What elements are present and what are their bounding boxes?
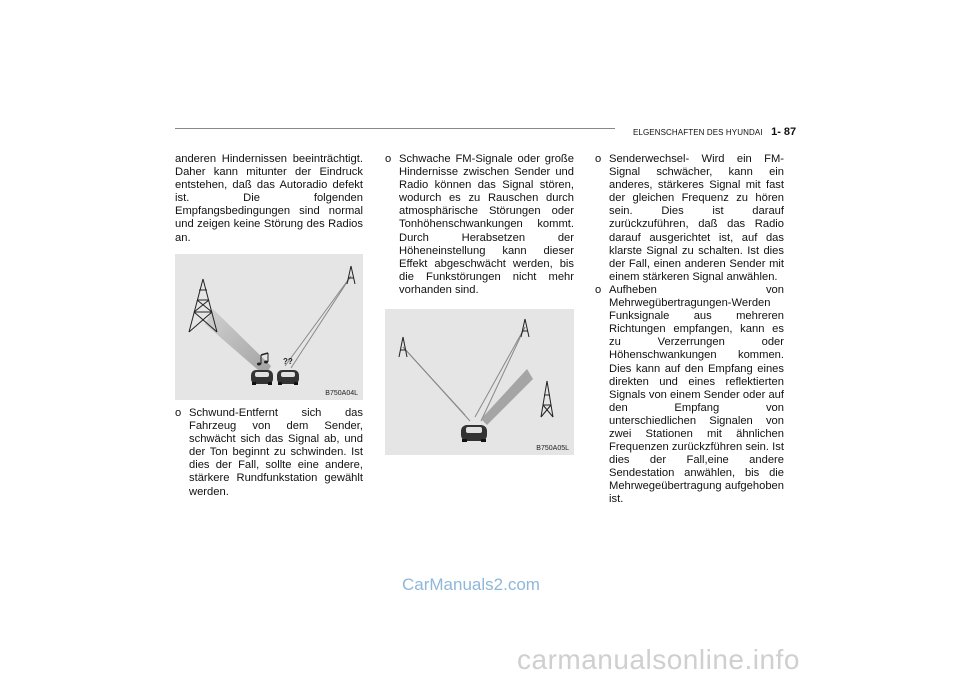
- list-item-text: Aufheben von Mehrwegübertragungen-Werden Funksignale aus mehreren Richtungen empfangen, kann es zu Verzerrungen oder Höhenschwankungen kommen. Dies kann auf den Empfang eines direkten und eines reflektierten Signals von einem Sender oder auf den Empfang von unterschiedlichen Signalen von zwei Stationen mit ähnlichen Frequenzen zurückzführen sein. Ist dies der Fall,eine andere Sendestation anwählen, bis die Mehrwegeübertragung aufgehoben ist.: [609, 283, 784, 506]
- figure-code: B750A05L: [536, 445, 569, 452]
- left-column: [175, 153, 363, 245]
- bullet-marker: o: [385, 153, 392, 165]
- site-watermark: CarManuals2.com: [402, 575, 540, 594]
- list-item: [175, 407, 363, 499]
- middle-column: [385, 153, 574, 297]
- fading-illustration: [175, 254, 363, 400]
- figure-weak-signal: [385, 309, 574, 455]
- right-column: [595, 153, 784, 507]
- list-item-text: Schwache FM-Signale oder große Hindernisse zwischen Sender und Radio können das Signal stören, wodurch es zu Rauschen durch atmosphärische Störungen oder Tonhöhenschwankungen kommt. Durch Herabsetzen der Höheneinstellung kann dieser Effekt abgeschwächt werden, bis die Funkstörungen nicht mehr vorhanden sind.: [399, 153, 574, 296]
- figure-fading: [175, 254, 363, 400]
- car-icon: [277, 370, 299, 385]
- page-header: [633, 122, 796, 140]
- footer-watermark: carmanualsonline.info: [517, 644, 800, 675]
- figure-code: B750A04L: [325, 390, 358, 397]
- car-icon: [251, 370, 273, 385]
- car-icon: [461, 425, 487, 442]
- bullet-marker: o: [595, 153, 602, 165]
- page-number: 1- 87: [771, 126, 797, 138]
- intro-paragraph: anderen Hindernissen beeinträchtigt. Daher kann mitunter der Eindruck entstehen, daß das Autoradio defekt ist. Die folgenden Empfangsbedingungen sind normal und zeigen keine Störung des Radios an.: [175, 153, 363, 244]
- section-title: ELGENSCHAFTEN DES HYUNDAI: [633, 128, 763, 137]
- bullet-marker: o: [175, 407, 182, 419]
- left-bullet-list: [175, 407, 363, 499]
- bullet-marker: o: [595, 283, 602, 296]
- list-item: [385, 153, 574, 297]
- list-item-text: Senderwechsel- Wird ein FM-Signal schwächer, kann ein anderes, stärkeres Signal mit fast der gleichen Frequenz zu hören sein. Dies ist darauf zurückzuführen, daß das Radio darauf ausgerichtet ist, auf das klarste Signal zu schalten. Ist dies der Fall, einen anderen Sender mit einem stärkeren Signal anwählen.: [609, 153, 784, 283]
- question-marks: ??: [283, 357, 293, 366]
- weak-signal-illustration: [385, 309, 574, 455]
- list-item-text: Schwund-Entfernt sich das Fahrzeug von dem Sender, schwächt sich das Signal ab, und der Ton beginnt zu schwinden. Ist dies der Fall, sollte eine andere, stärkere Rundfunkstation gewählt werden.: [189, 407, 363, 498]
- list-item: [595, 284, 784, 507]
- header-rule: [175, 128, 615, 129]
- list-item: [595, 153, 784, 284]
